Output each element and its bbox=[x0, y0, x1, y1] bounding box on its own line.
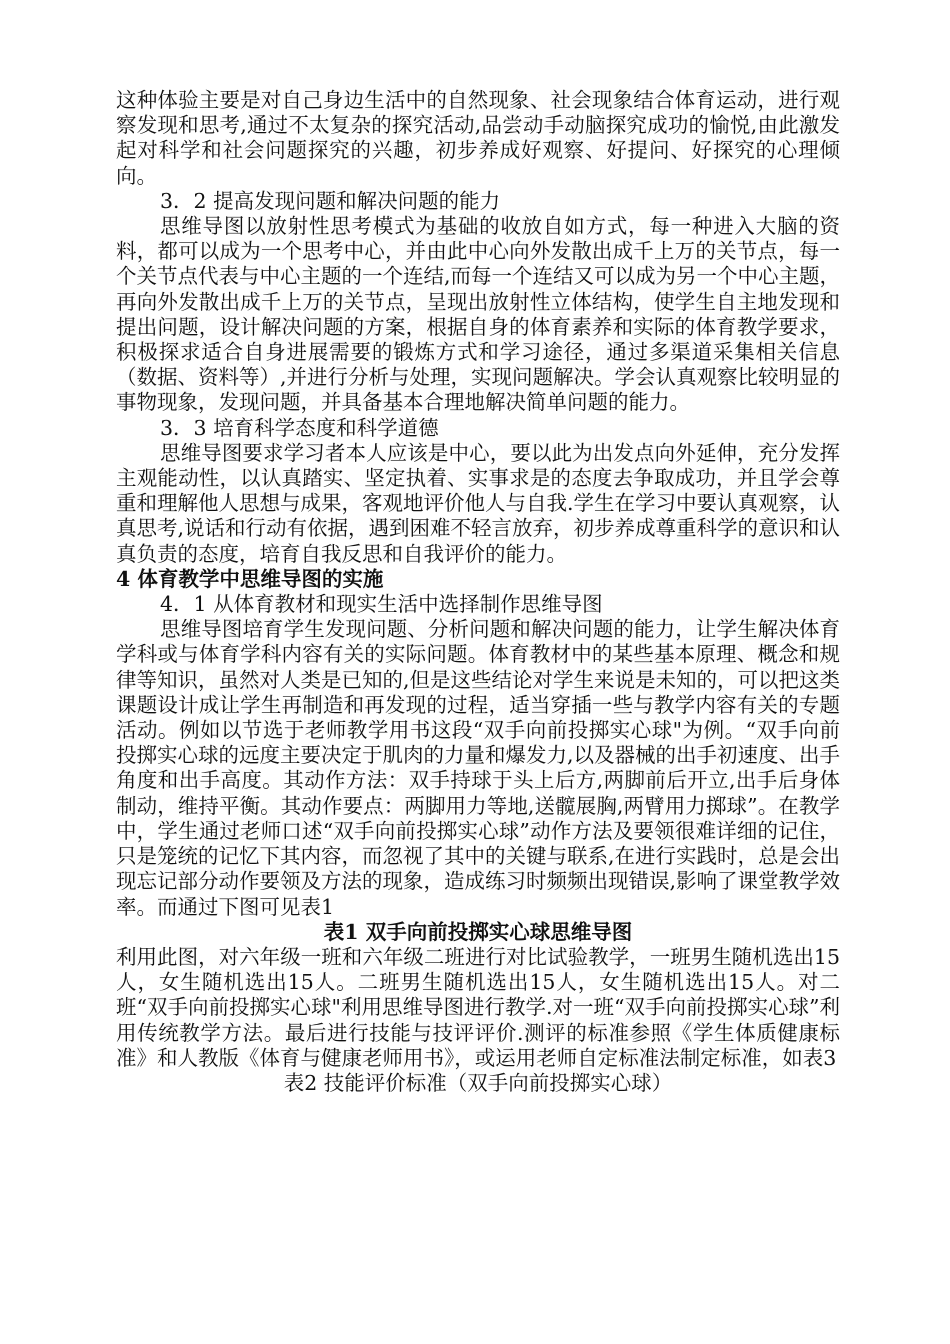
paragraph-experiment: 利用此图，对六年级一班和六年级二班进行对比试验教学，一班男生随机选出15人，女生随机选出15人。二班男生随机选出15人，女生随机选出15人。对二班“双手向前投掷实心球"利用思维导图进行教学.对一班“双手向前投掷实心球”利用传统教学方法。最后进行技能与技评评价.测评的标准参照《学生体质健康标准》和人教版《体育与健康老师用书》，或运用老师自定标准法制定标准，如表3 bbox=[116, 944, 840, 1070]
table1-caption: 表1 双手向前投掷实心球思维导图 bbox=[323, 919, 633, 944]
heading-section-4: 4 体育教学中思维导图的实施 bbox=[116, 566, 384, 591]
document-page bbox=[116, 88, 840, 1096]
heading-4-1: 4．1 从体育教材和现实生活中选择制作思维导图 bbox=[160, 592, 603, 617]
paragraph-implementation: 思维导图培育学生发现问题、分析问题和解决问题的能力，让学生解决体育学科或与体育学科内容有关的实际问题。体育教材中的某些基本原理、概念和规律等知识，虽然对人类是已知的,但是这些结论对学生来说是未知的，可以把这类课题设计成让学生再制造和再发现的过程，适当穿插一些与教学内容有关的专题活动。例如以节选于老师教学用书这段“双手向前投掷实心球"为例。“双手向前投掷实心球的远度主要决定于肌肉的力量和爆发力,以及器械的出手初速度、出手角度和出手高度。其动作方法：双手持球于头上后方,两脚前后开立,出手后身体制动，维持平衡。其动作要点：两脚用力等地,送髋展胸,两臂用力掷球”。在教学中，学生通过老师口述“双手向前投掷实心球”动作方法及要领很难详细的记住，只是笼统的记忆下其内容，而忽视了其中的关键与联系,在进行实践时，总是会出现忘记部分动作要领及方法的现象，造成练习时频频出现错误,影响了课堂教学效率。而通过下图可见表1 bbox=[116, 617, 841, 919]
table2-caption: 表2 技能评价标准（双手向前投掷实心球） bbox=[283, 1070, 673, 1095]
paragraph-scientific-attitude: 思维导图要求学习者本人应该是中心，要以此为出发点向外延伸，充分发挥主观能动性，以认真踏实、坚定执着、实事求是的态度去争取成功，并且学会尊重和理解他人思想与成果，客观地评价他人与自我.学生在学习中要认真观察，认真思考,说话和行动有依据，遇到困难不轻言放弃，初步养成尊重科学的意识和认真负责的态度，培育自我反思和自我评价的能力。 bbox=[116, 440, 841, 566]
heading-3-2: 3．2 提高发现问题和解决问题的能力 bbox=[160, 188, 501, 213]
paragraph-mindmap-radiation: 思维导图以放射性思考模式为基础的收放自如方式，每一种进入大脑的资料，都可以成为一个思考中心，并由此中心向外发散出成千上万的关节点，每一个关节点代表与中心主题的一个连结,而每一个连结又可以成为另一个中心主题，再向外发散出成千上万的关节点，呈现出放射性立体结构，使学生自主地发现和提出问题，设计解决问题的方案，根据自身的体育素养和实际的体育教学要求，积极探求适合自身进展需要的锻炼方式和学习途径，通过多渠道采集相关信息（数据、资料等）,并进行分析与处理，实现问题解决。学会认真观察比较明显的事物现象，发现问题，并具备基本合理地解决简单问题的能力。 bbox=[116, 214, 841, 415]
heading-3-3: 3．3 培育科学态度和科学道德 bbox=[160, 415, 439, 440]
paragraph-experience: 这种体验主要是对自己身边生活中的自然现象、社会现象结合体育运动，进行观察发现和思考,通过不太复杂的探究活动,品尝动手动脑探究成功的愉悦,由此激发起对科学和社会问题探究的兴趣，初步养成好观察、好提问、好探究的心理倾向。 bbox=[116, 88, 840, 188]
